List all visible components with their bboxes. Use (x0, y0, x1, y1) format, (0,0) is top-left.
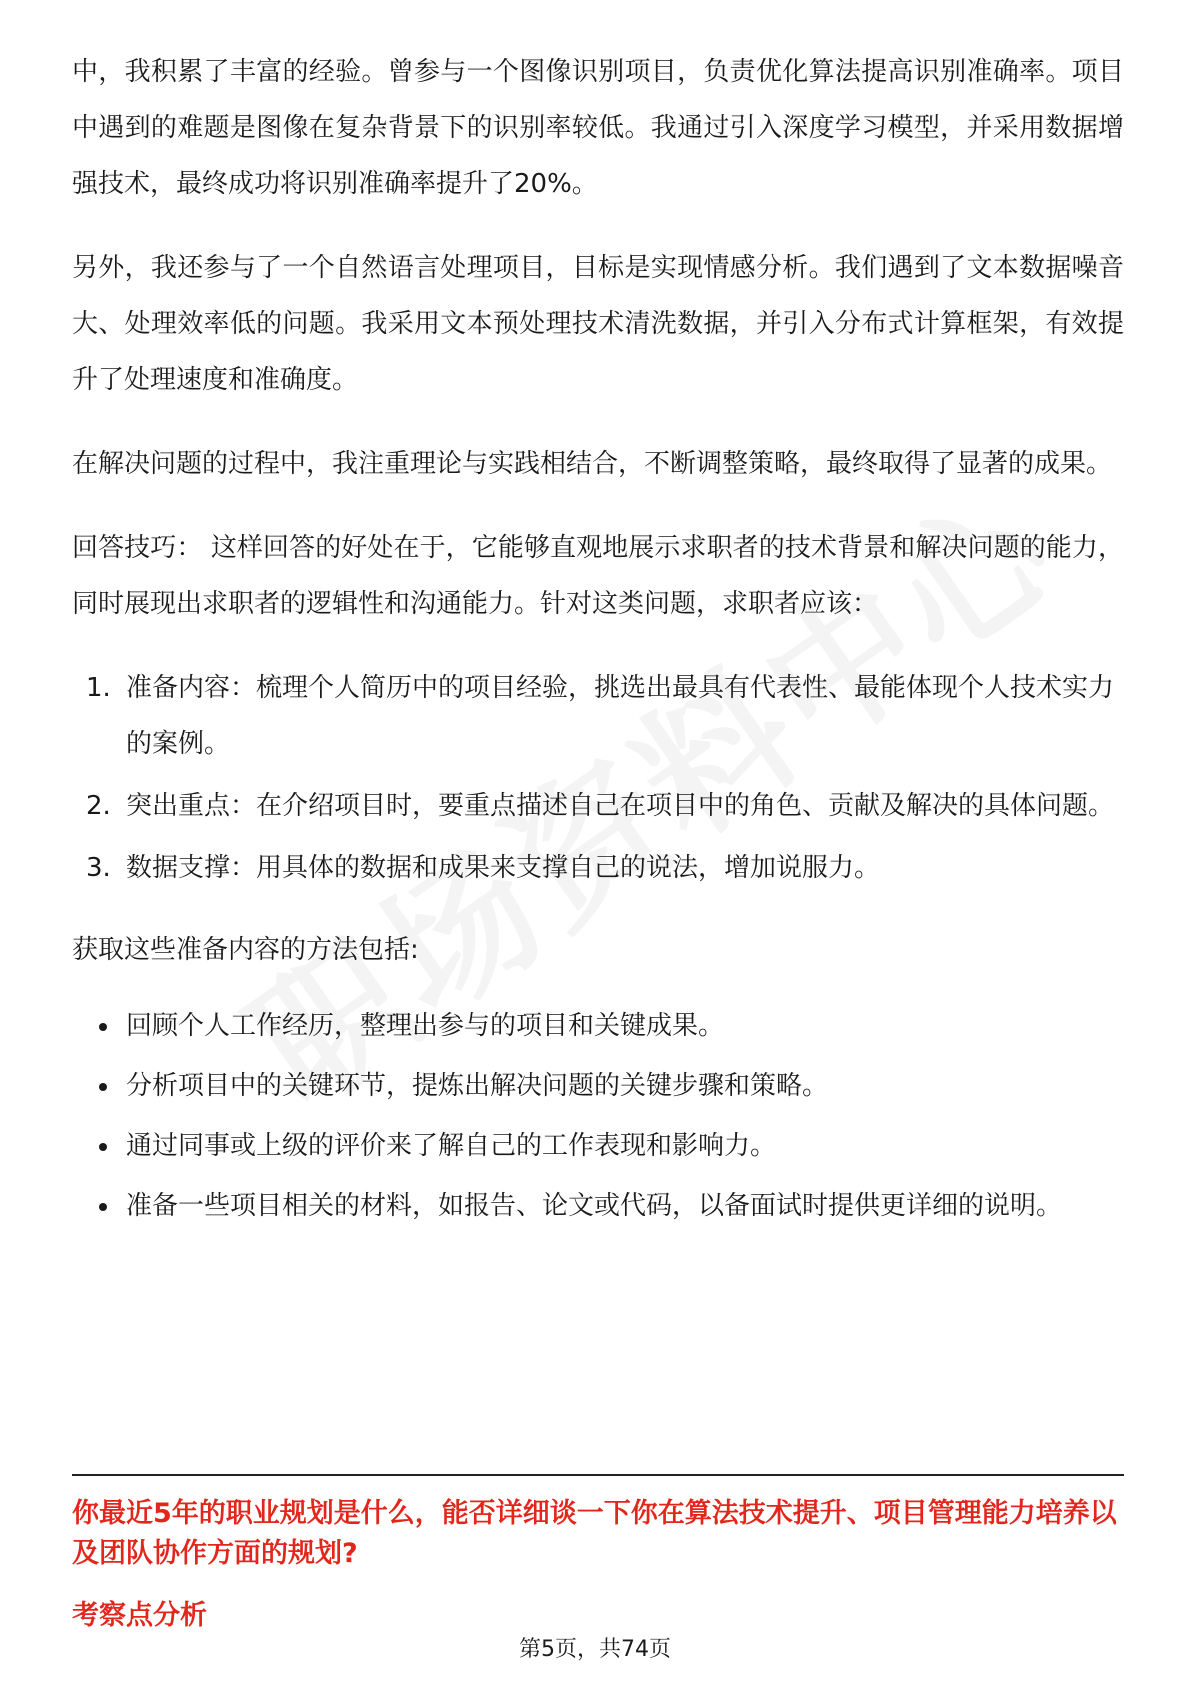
paragraph-nlp-project: 另外，我还参与了一个自然语言处理项目，目标是实现情感分析。我们遇到了文本数据噪音大、处理效率低的问题。我采用文本预处理技术清洗数据，并引入分布式计算框架，有效提升了处理速度和准确度。 (72, 253, 1124, 395)
list-item-text: 准备一些项目相关的材料，如报告、论文或代码，以备面试时提供更详细的说明。 (126, 1191, 1063, 1221)
page-footer: 第5页，共74页 (519, 1637, 671, 1662)
list-item (72, 660, 1124, 772)
list-item (72, 1058, 1124, 1114)
methods-intro: 获取这些准备内容的方法包括: (72, 935, 419, 965)
list-item-text: 回顾个人工作经历，整理出参与的项目和关键成果。 (126, 1011, 725, 1041)
list-item (72, 1178, 1124, 1234)
list-item-text: 分析项目中的关键环节，提炼出解决问题的关键步骤和策略。 (126, 1071, 829, 1101)
list-item-text: 突出重点：在介绍项目时，要重点描述自己在项目中的角色、贡献及解决的具体问题。 (126, 791, 1115, 821)
list-item-text: 准备内容：梳理个人简历中的项目经验，挑选出最具有代表性、最能体现个人技术实力的案例。 (126, 673, 1115, 759)
bullet-icon (99, 1083, 107, 1091)
bullet-icon (99, 1143, 107, 1151)
paragraph-image-recognition: 中，我积累了丰富的经验。曾参与一个图像识别项目，负责优化算法提高识别准确率。项目中遇到的难题是图像在复杂背景下的识别率较低。我通过引入深度学习模型，并采用数据增强技术，最终成功将识别准确率提升了20%。 (72, 57, 1124, 199)
interview-question: 你最近5年的职业规划是什么，能否详细谈一下你在算法技术提升、项目管理能力培养以及团队协作方面的规划? (72, 1498, 1117, 1569)
paragraph-answer-tips: 回答技巧： 这样回答的好处在于，它能够直观地展示求职者的技术背景和解决问题的能力，同时展现出求职者的逻辑性和沟通能力。针对这类问题，求职者应该： (72, 533, 1124, 619)
bullet-icon (99, 1203, 107, 1211)
list-item-text: 通过同事或上级的评价来了解自己的工作表现和影响力。 (126, 1131, 777, 1161)
section-title: 考察点分析 (72, 1600, 207, 1631)
list-item (72, 1118, 1124, 1174)
list-item (72, 778, 1124, 834)
bullet-list (72, 998, 1124, 1234)
list-number: 2. (86, 791, 111, 821)
list-item (72, 998, 1124, 1054)
list-item-text: 数据支撑：用具体的数据和成果来支撑自己的说法，增加说服力。 (126, 853, 881, 883)
document-body (72, 44, 1124, 1238)
bullet-icon (99, 1023, 107, 1031)
list-item (72, 840, 1124, 896)
numbered-list (72, 660, 1124, 896)
paragraph-problem-solving: 在解决问题的过程中，我注重理论与实践相结合，不断调整策略，最终取得了显著的成果。 (72, 449, 1113, 479)
list-number: 3. (86, 853, 111, 883)
section-divider (72, 1474, 1124, 1476)
list-number: 1. (86, 673, 111, 703)
